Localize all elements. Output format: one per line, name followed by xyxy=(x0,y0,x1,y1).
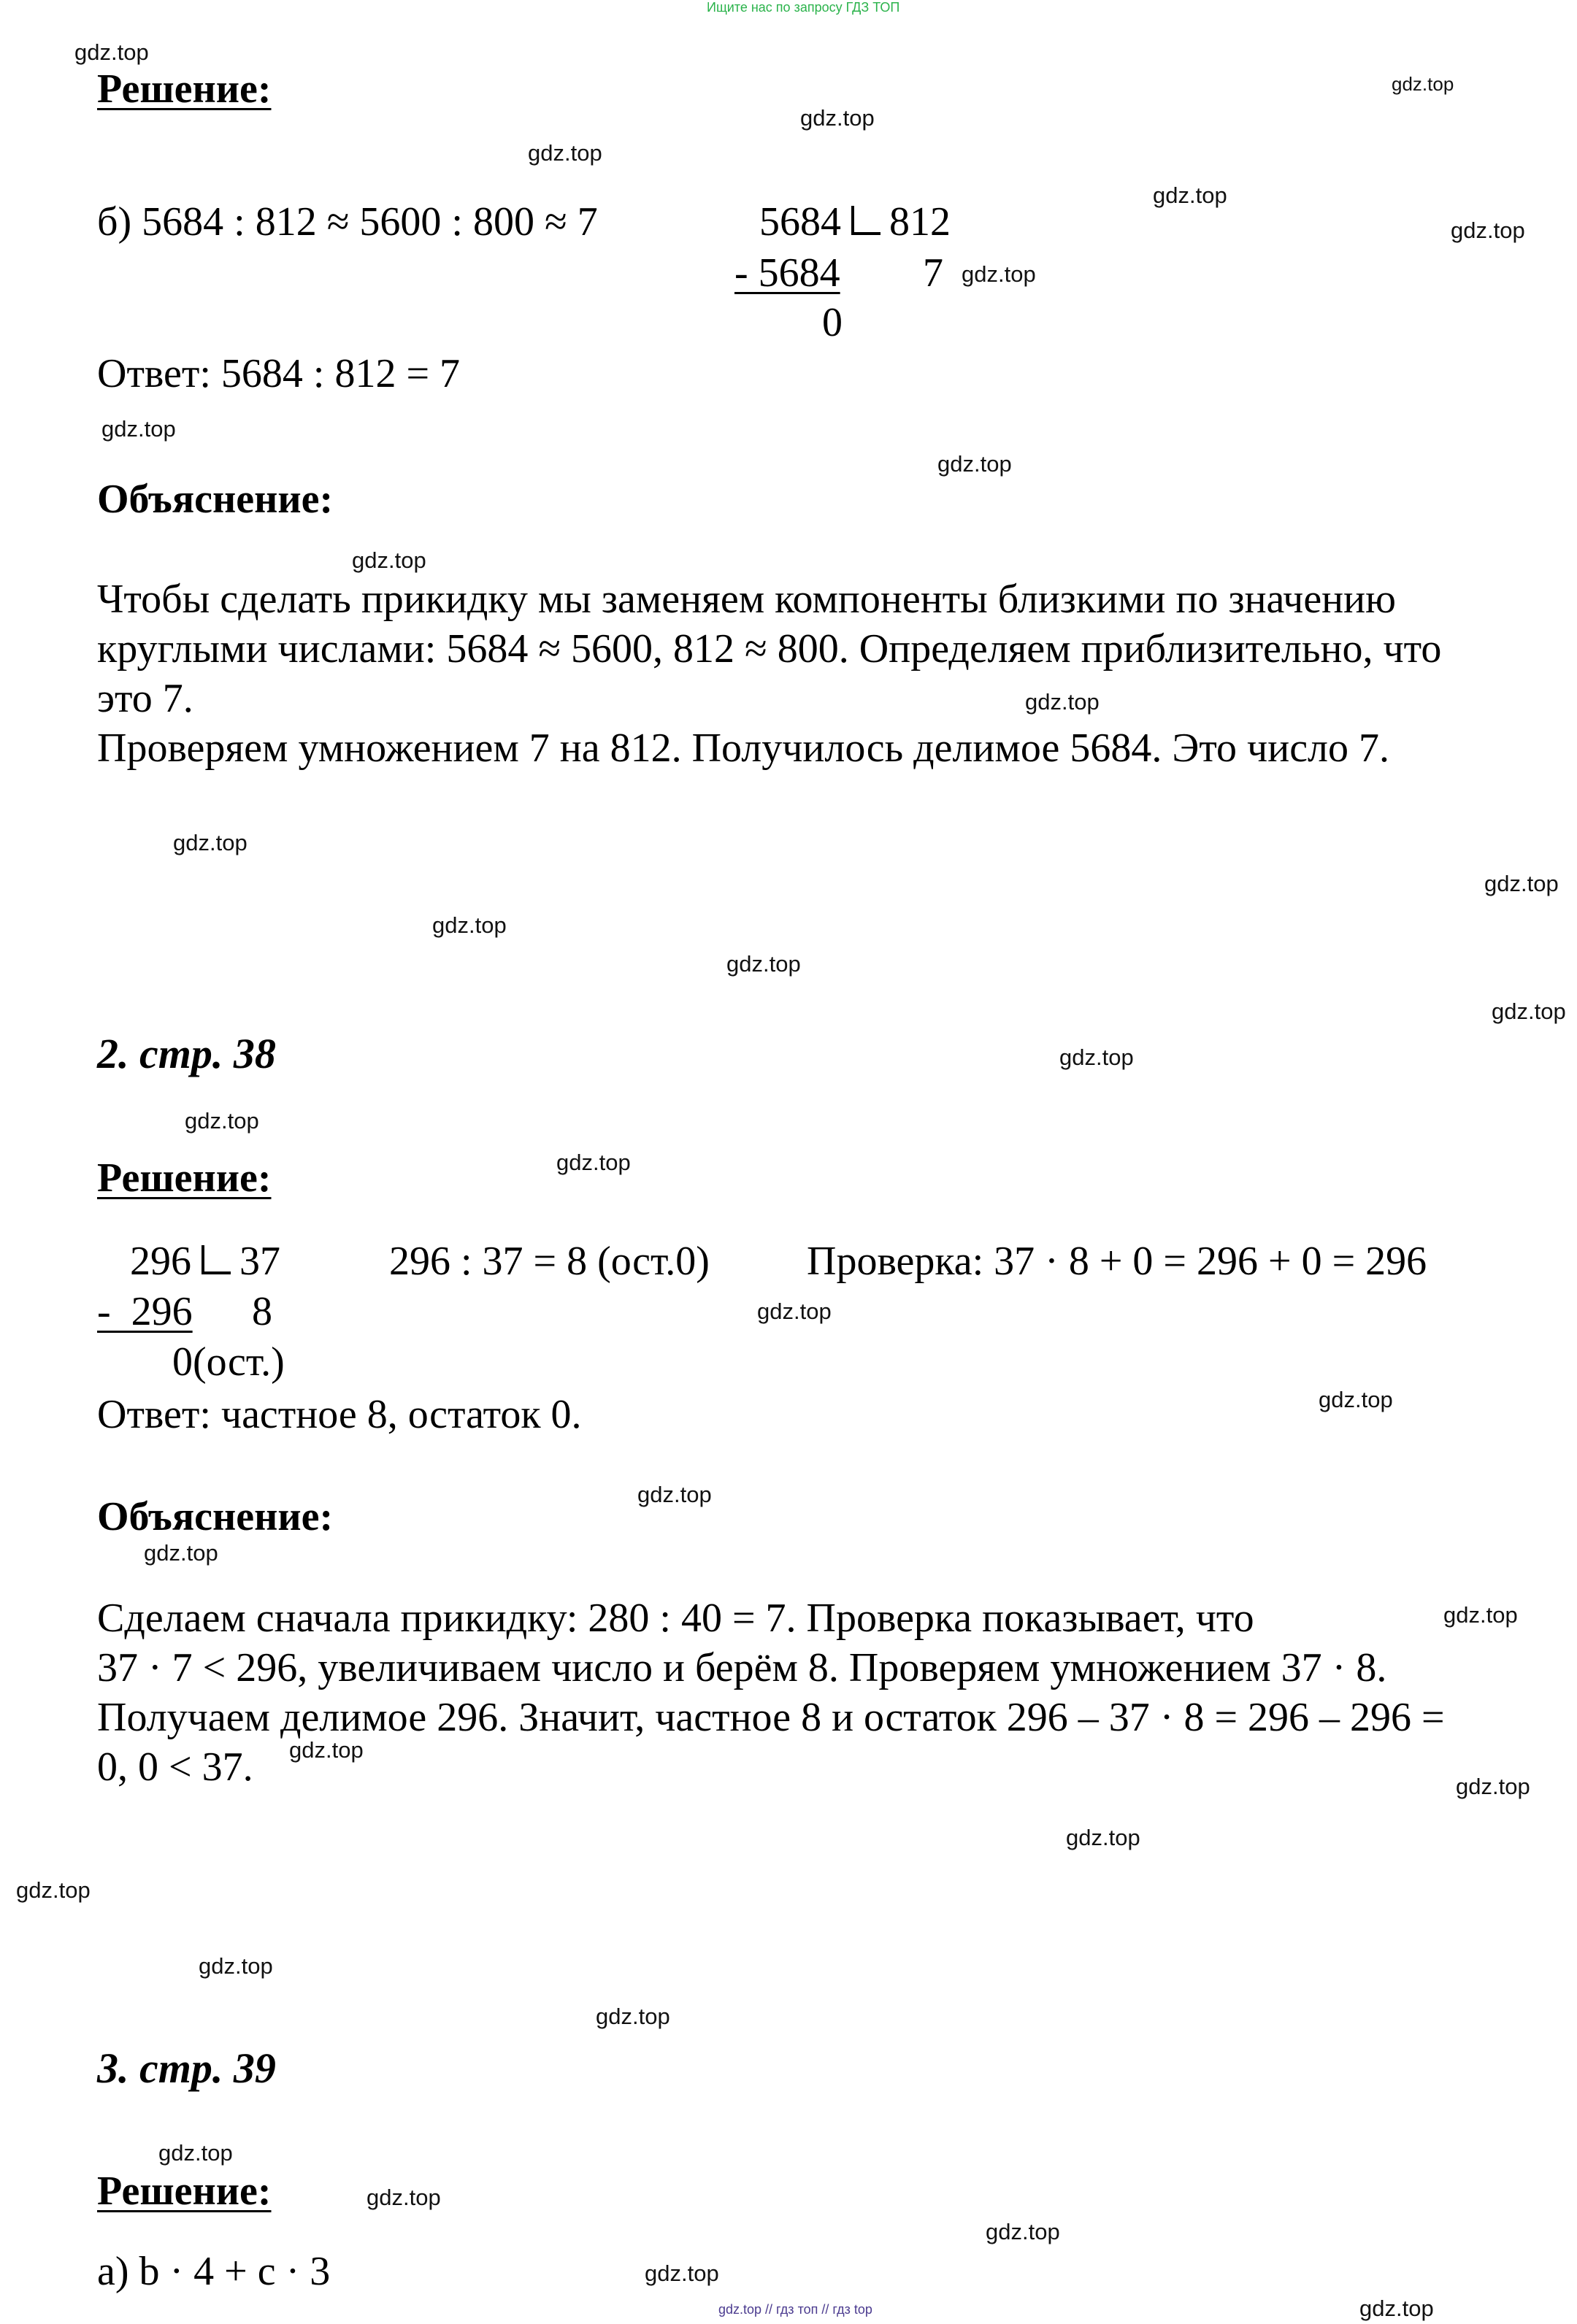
explanation-line: 37 · 7 < 296, увеличиваем число и берём 8. Проверяем умножением 37 · 8. xyxy=(97,1645,1387,1690)
watermark: gdz.top xyxy=(173,830,248,855)
watermark: gdz.top xyxy=(1153,182,1227,208)
watermark: gdz.top xyxy=(1025,689,1100,715)
dividend: 296 xyxy=(130,1239,191,1284)
watermark: gdz.top xyxy=(1059,1044,1134,1070)
watermark: gdz.top xyxy=(1392,73,1454,95)
division-row-top xyxy=(759,197,951,247)
division-corner-icon xyxy=(845,206,882,238)
watermark: gdz.top xyxy=(1319,1387,1393,1412)
divisor: 37 xyxy=(239,1239,280,1284)
watermark: gdz.top xyxy=(144,1540,218,1566)
bottom-banner[interactable]: gdz.top // гдз топ // гдз top xyxy=(718,2302,872,2317)
explanation-line: круглыми числами: 5684 ≈ 5600, 812 ≈ 800. Определяем приблизительно, что xyxy=(97,626,1442,672)
explanation-line: 0, 0 < 37. xyxy=(97,1744,253,1790)
watermark: gdz.top xyxy=(432,912,507,938)
watermark: gdz.top xyxy=(528,140,602,166)
watermark: gdz.top xyxy=(1359,2296,1434,2321)
explanation-line: это 7. xyxy=(97,676,193,721)
estimate-expression: б) 5684 : 812 ≈ 5600 : 800 ≈ 7 xyxy=(97,199,598,245)
answer: Ответ: частное 8, остаток 0. xyxy=(97,1392,582,1437)
explanation-line: Сделаем сначала прикидку: 280 : 40 = 7. Проверка показывает, что xyxy=(97,1596,1254,1641)
answer: Ответ: 5684 : 812 = 7 xyxy=(97,351,461,396)
subtrahend: - 296 xyxy=(97,1289,193,1334)
watermark: gdz.top xyxy=(937,451,1012,477)
watermark: gdz.top xyxy=(1492,999,1566,1024)
watermark: gdz.top xyxy=(757,1298,832,1324)
task-title: 2. стр. 38 xyxy=(97,1030,276,1077)
watermark: gdz.top xyxy=(556,1150,631,1175)
explanation-heading: Объяснение: xyxy=(97,477,334,522)
watermark: gdz.top xyxy=(101,416,176,442)
watermark: gdz.top xyxy=(158,2140,233,2166)
subtrahend: - 5684 xyxy=(734,250,840,296)
dividend: 5684 xyxy=(759,199,841,245)
explanation-heading: Объяснение: xyxy=(97,1494,334,1539)
watermark: gdz.top xyxy=(289,1737,364,1763)
solution-heading: Решение: xyxy=(97,66,272,112)
explanation-text xyxy=(97,574,1577,773)
watermark: gdz.top xyxy=(1484,871,1559,896)
watermark: gdz.top xyxy=(1451,218,1525,243)
top-banner[interactable]: Ищите нас по запросу ГДЗ ТОП xyxy=(707,0,900,15)
quotient: 7 xyxy=(923,250,943,296)
remainder: 0 xyxy=(822,300,843,345)
division-equation: 296 : 37 = 8 (ост.0) xyxy=(389,1239,710,1284)
expression: а) b · 4 + c · 3 xyxy=(97,2249,331,2294)
watermark: gdz.top xyxy=(199,1953,273,1979)
watermark: gdz.top xyxy=(637,1482,712,1507)
division-row-top xyxy=(130,1236,280,1286)
watermark: gdz.top xyxy=(367,2185,441,2210)
explanation-line: Получаем делимое 296. Значит, частное 8 и остаток 296 – 37 · 8 = 296 – 296 = xyxy=(97,1695,1445,1740)
watermark: gdz.top xyxy=(800,105,875,131)
watermark: gdz.top xyxy=(16,1877,91,1903)
quotient: 8 xyxy=(252,1289,272,1334)
watermark: gdz.top xyxy=(1443,1602,1518,1628)
remainder: 0(ост.) xyxy=(172,1339,285,1385)
solution-heading: Решение: xyxy=(97,2169,272,2214)
watermark: gdz.top xyxy=(726,951,801,977)
watermark: gdz.top xyxy=(1066,1825,1140,1850)
watermark: gdz.top xyxy=(596,2004,670,2029)
solution-heading: Решение: xyxy=(97,1155,272,1201)
divisor: 812 xyxy=(889,199,951,245)
watermark: gdz.top xyxy=(185,1108,259,1134)
watermark: gdz.top xyxy=(986,2219,1060,2244)
check-line: Проверка: 37 · 8 + 0 = 296 + 0 = 296 xyxy=(807,1239,1427,1284)
explanation-line: Чтобы сделать прикидку мы заменяем компоненты близкими по значению xyxy=(97,577,1396,622)
division-corner-icon xyxy=(196,1245,232,1277)
watermark: gdz.top xyxy=(352,547,426,573)
watermark: gdz.top xyxy=(645,2260,719,2286)
watermark: gdz.top xyxy=(1456,1774,1530,1799)
watermark: gdz.top xyxy=(962,261,1036,287)
watermark: gdz.top xyxy=(74,39,149,65)
explanation-line: Проверяем умножением 7 на 812. Получилось делимое 5684. Это число 7. xyxy=(97,726,1389,771)
task-title: 3. стр. 39 xyxy=(97,2044,276,2092)
